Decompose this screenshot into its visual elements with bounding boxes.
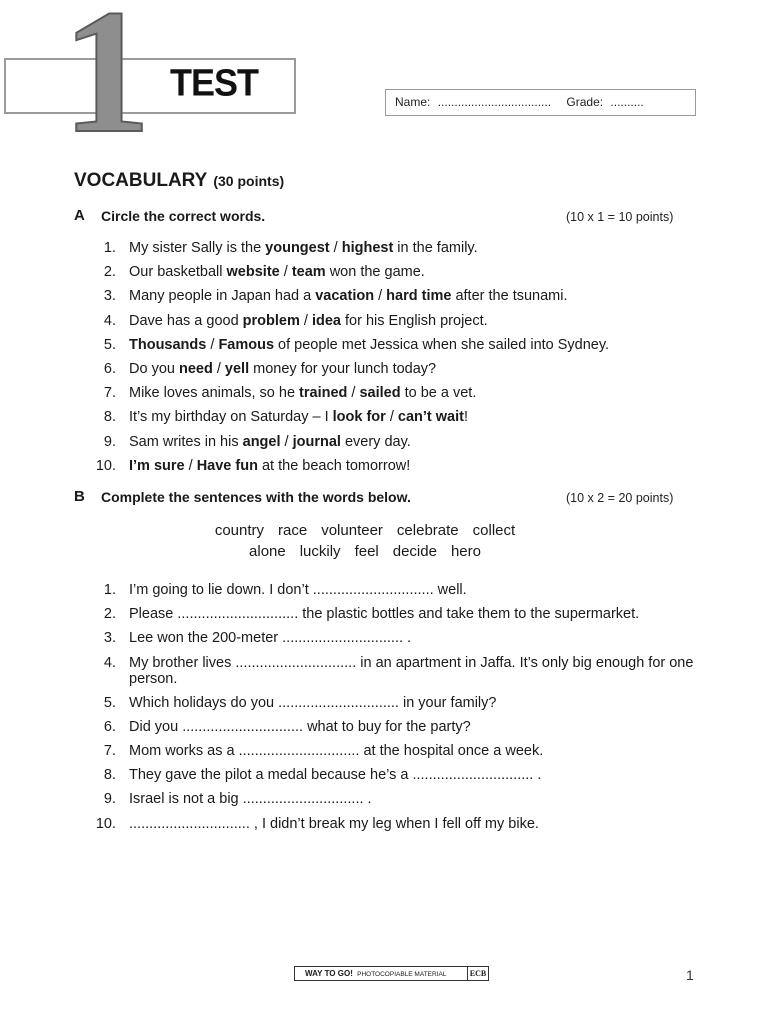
sentence-item — [88, 602, 698, 626]
sentence-item — [88, 651, 698, 691]
question-number: 3. — [103, 630, 116, 647]
word-bank-row — [130, 520, 600, 541]
answer-option[interactable]: idea — [311, 312, 341, 329]
question-text: for his English project. — [340, 312, 488, 329]
sentence-text[interactable]: Please .............................. the plastic bottles and take them to the supermarket. — [129, 606, 640, 623]
section-a-points: (10 x 1 = 10 points) — [566, 210, 674, 224]
question-number: 9. — [103, 433, 116, 450]
sentence-text[interactable]: I’m going to lie down. I don’t .............................. well. — [129, 582, 467, 598]
answer-option[interactable]: look for — [332, 409, 386, 426]
word-bank-word: celebrate — [396, 522, 459, 539]
section-heading — [74, 170, 284, 192]
word-bank-row — [130, 541, 600, 562]
sentence-text[interactable]: Mom works as a .............................. at the hospital once a week. — [129, 743, 544, 760]
answer-option[interactable]: Have fun — [196, 457, 258, 474]
question-text: / — [374, 288, 387, 305]
publisher-logo: ECB — [467, 966, 489, 981]
question-number: 5. — [103, 336, 116, 353]
answer-option[interactable]: I’m sure — [129, 457, 185, 474]
word-bank-word: luckily — [299, 543, 341, 560]
question-text: to be a vet. — [400, 385, 477, 402]
answer-option[interactable]: hard time — [386, 288, 452, 305]
grade-field[interactable]: .......... — [610, 95, 644, 109]
answer-option[interactable]: Thousands — [129, 336, 207, 353]
question-text: / — [280, 433, 293, 450]
question-number: 10. — [95, 457, 116, 474]
question-text: of people met Jessica when she sailed into Sydney. — [274, 336, 610, 353]
sentence-text[interactable]: My brother lives .............................. in an apartment in Jaffa. It’s only big enough for one person. — [129, 654, 694, 687]
answer-option[interactable]: website — [226, 264, 280, 281]
question-item — [88, 381, 698, 405]
question-text: / — [184, 457, 197, 474]
question-item — [88, 260, 698, 284]
question-text: Our basketball — [129, 264, 227, 281]
section-b-letter: B — [74, 488, 85, 505]
name-label: Name: — [395, 95, 431, 109]
question-number: 9. — [103, 791, 116, 808]
question-number: 1. — [103, 240, 116, 256]
question-item — [88, 333, 698, 357]
answer-option[interactable]: sailed — [359, 385, 401, 402]
question-text: / — [329, 240, 342, 256]
question-text: Mike loves animals, so he — [129, 385, 300, 402]
question-number: 5. — [103, 694, 116, 711]
section-b-points: (10 x 2 = 20 points) — [566, 491, 674, 505]
word-bank-word: feel — [354, 543, 379, 560]
question-text: in the family. — [393, 240, 478, 256]
answer-option[interactable]: can’t wait — [397, 409, 464, 426]
grade-label: Grade: — [566, 95, 604, 109]
footer-brand: WAY TO GO! — [305, 969, 353, 978]
answer-option[interactable]: need — [178, 361, 213, 378]
question-text: It’s my birthday on Saturday – I — [129, 409, 333, 426]
word-bank-word: race — [278, 522, 308, 539]
section-a-instruction: Circle the correct words. — [101, 208, 266, 224]
question-number: 4. — [103, 312, 116, 329]
word-bank — [130, 520, 600, 562]
question-text: at the beach tomorrow! — [257, 457, 411, 474]
sentence-item — [88, 763, 698, 787]
sentence-item — [88, 626, 698, 650]
word-bank-word: decide — [392, 543, 437, 560]
section-b-instruction: Complete the sentences with the words below. — [101, 489, 411, 505]
question-text: money for your lunch today? — [249, 361, 437, 378]
test-number: 1 — [62, 0, 149, 170]
question-item — [88, 430, 698, 454]
name-field[interactable]: .................................. — [437, 95, 552, 109]
question-text: ! — [463, 409, 469, 426]
section-a-letter: A — [74, 207, 85, 224]
footer-note: PHOTOCOPIABLE MATERIAL — [357, 971, 447, 978]
question-text: Sam writes in his — [129, 433, 243, 450]
sentence-text[interactable]: They gave the pilot a medal because he’s a .............................. . — [129, 767, 542, 784]
question-number: 3. — [103, 288, 116, 305]
answer-option[interactable]: problem — [242, 312, 300, 329]
question-text: / — [212, 361, 225, 378]
sentence-item — [88, 691, 698, 715]
question-number: 7. — [103, 385, 116, 402]
name-grade-box — [385, 89, 696, 116]
question-text: / — [299, 312, 312, 329]
word-bank-word: hero — [450, 543, 481, 560]
sentence-text[interactable]: Lee won the 200-meter .............................. . — [129, 630, 412, 647]
answer-option[interactable]: angel — [242, 433, 281, 450]
section-a-list — [88, 236, 698, 478]
question-number: 8. — [103, 767, 116, 784]
answer-option[interactable]: journal — [292, 433, 341, 450]
question-text: / — [385, 409, 398, 426]
question-number: 4. — [103, 654, 116, 671]
question-number: 10. — [95, 815, 116, 832]
vocabulary-points: (30 points) — [213, 173, 285, 189]
question-number: 6. — [103, 718, 116, 735]
question-item — [88, 357, 698, 381]
question-text: Do you — [129, 361, 179, 378]
question-text: Dave has a good — [129, 312, 243, 329]
test-title: TEST — [170, 60, 259, 104]
word-bank-word: country — [214, 522, 265, 539]
sentence-item — [88, 739, 698, 763]
question-number: 1. — [103, 582, 116, 598]
footer-badge — [294, 966, 489, 981]
word-bank-word: volunteer — [321, 522, 383, 539]
page-number: 1 — [686, 967, 694, 983]
vocabulary-title: VOCABULARY — [74, 170, 208, 191]
question-item — [88, 236, 698, 260]
answer-option[interactable]: trained — [299, 385, 348, 402]
sentence-text[interactable]: Which holidays do you .............................. in your family? — [129, 694, 497, 711]
answer-option[interactable]: vacation — [315, 288, 375, 305]
answer-option[interactable]: yell — [224, 361, 250, 378]
question-number: 2. — [103, 606, 116, 623]
question-text: / — [347, 385, 360, 402]
sentence-item — [88, 715, 698, 739]
question-text: / — [206, 336, 219, 353]
sentence-item — [88, 787, 698, 811]
word-bank-word: collect — [472, 522, 516, 539]
question-number: 2. — [103, 264, 116, 281]
question-number: 8. — [103, 409, 116, 426]
question-item — [88, 284, 698, 308]
question-text: won the game. — [325, 264, 425, 281]
question-item — [88, 309, 698, 333]
question-text: / — [279, 264, 292, 281]
question-text: My sister Sally is the — [129, 240, 266, 256]
question-item — [88, 454, 698, 478]
sentence-text[interactable]: Did you .............................. what to buy for the party? — [129, 718, 471, 735]
answer-option[interactable]: highest — [341, 240, 394, 256]
question-text: Many people in Japan had a — [129, 288, 316, 305]
word-bank-word: alone — [249, 543, 286, 560]
answer-option[interactable]: Famous — [218, 336, 275, 353]
answer-option[interactable]: youngest — [265, 240, 330, 256]
answer-option[interactable]: team — [291, 264, 326, 281]
question-text: every day. — [340, 433, 411, 450]
question-number: 6. — [103, 361, 116, 378]
section-b-list — [88, 578, 698, 836]
question-number: 7. — [103, 743, 116, 760]
sentence-item — [88, 812, 698, 836]
question-item — [88, 405, 698, 429]
question-text: after the tsunami. — [451, 288, 568, 305]
sentence-item — [88, 578, 698, 602]
sentence-text[interactable]: Israel is not a big .............................. . — [129, 791, 372, 808]
sentence-text[interactable]: .............................. , I didn’t break my leg when I fell off my bike. — [129, 815, 539, 832]
